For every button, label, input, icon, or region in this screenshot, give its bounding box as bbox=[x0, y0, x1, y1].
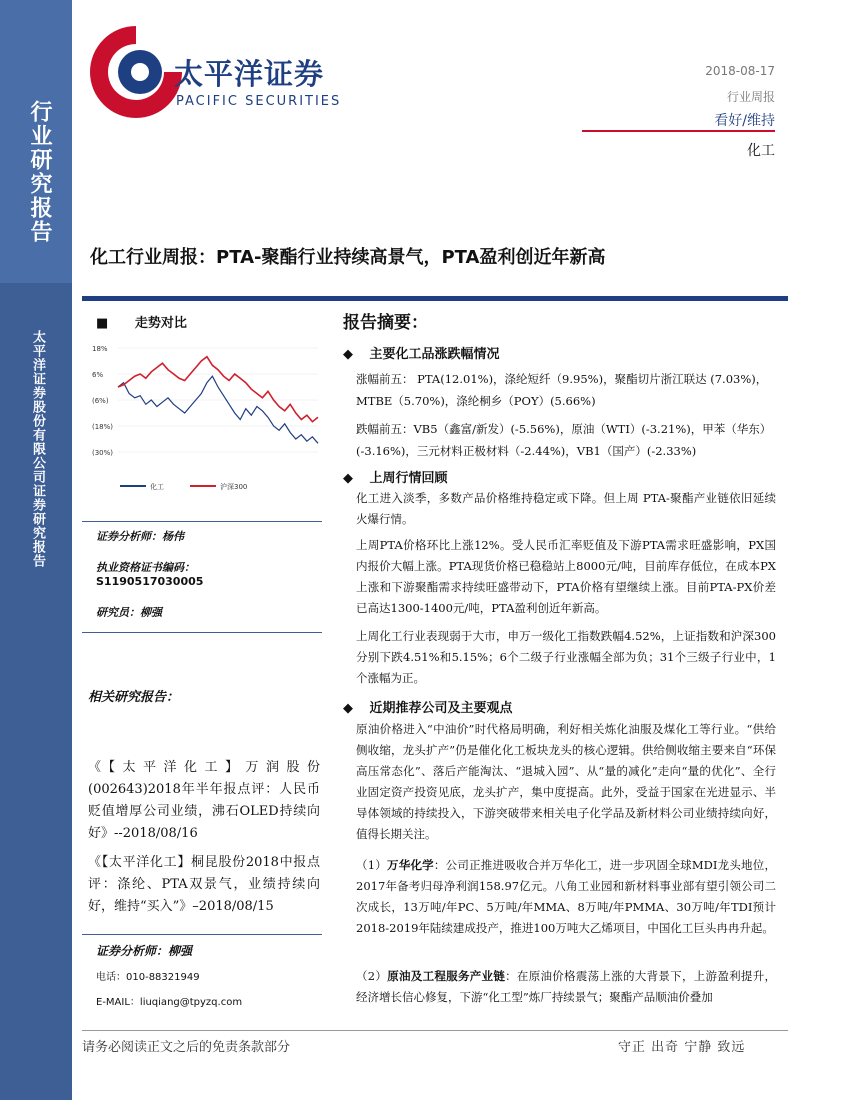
section-heading-2-text: 上周行情回顾 bbox=[369, 471, 448, 486]
item-company-2: 原油及工程服务产业链 bbox=[387, 969, 506, 983]
series-line-0 bbox=[118, 376, 318, 443]
item-number-2: （2） bbox=[356, 969, 388, 983]
paragraph-review-3: 上周化工行业表现弱于大市，申万一级化工指数跌幅4.52%，上证指数和沪深300分别下跌4.51%和5.15%；6个二级子行业涨幅全部为负；31个三级子行业中，1个涨幅为正。 bbox=[356, 629, 776, 685]
left-divider-2 bbox=[82, 632, 322, 633]
paragraph-gainers bbox=[356, 368, 776, 412]
sidebar-title: 行业研究报告 bbox=[27, 100, 52, 244]
diamond-icon: ◆ bbox=[343, 701, 353, 716]
cert-label: 执业资格证书编码： bbox=[96, 561, 195, 574]
paragraph-review-1: 化工进入淡季，多数产品价格维持稳定或下降。但上周 PTA-聚酯产业链依旧延续火爆行情。 bbox=[356, 491, 776, 526]
trend-heading bbox=[96, 312, 187, 331]
y-tick-label: 6% bbox=[92, 371, 104, 379]
report-type: 行业周报 bbox=[726, 90, 775, 104]
title-divider bbox=[82, 296, 788, 301]
related-heading: 相关研究报告： bbox=[88, 690, 180, 705]
legend-label-0: 化工 bbox=[150, 483, 164, 491]
bullet-icon: ■ bbox=[96, 316, 109, 331]
footer-disclaimer[interactable]: 请务必阅读正文之后的免责条款部分 bbox=[82, 1040, 291, 1055]
chart-y-ticks bbox=[92, 345, 318, 457]
y-tick-label: (30%) bbox=[92, 449, 114, 457]
email-text[interactable]: E-MAIL：liuqiang@tpyzq.com bbox=[96, 997, 243, 1008]
y-tick-label: (18%) bbox=[92, 423, 114, 431]
phone-text: 电话：010-88321949 bbox=[96, 972, 200, 983]
chart-legend bbox=[120, 482, 247, 491]
trend-chart bbox=[90, 340, 322, 500]
left-divider-3 bbox=[82, 934, 322, 935]
related-report-2[interactable]: 《【太平洋化工】桐昆股份2018中报点评：涤纶、PTA双景气，业绩持续向好，维持“买入”》–2018/08/15 bbox=[88, 855, 320, 914]
section-heading-2 bbox=[343, 467, 448, 486]
logo-en-text: PACIFIC SECURITIES bbox=[176, 94, 342, 109]
section-heading-1 bbox=[343, 343, 500, 362]
footer-motto: 守正 出奇 宁静 致远 bbox=[618, 1040, 746, 1055]
page-title: 化工行业周报：PTA-聚酯行业持续高景气，PTA盈利创近年新高 bbox=[90, 247, 606, 268]
paragraph-losers bbox=[356, 418, 776, 462]
series-line-1 bbox=[118, 357, 318, 422]
item-number-1: （1） bbox=[356, 858, 387, 872]
y-tick-label: (6%) bbox=[92, 397, 109, 405]
gainers-line-2: MTBE（5.70%)，涤纶桐乡（POY）(5.66%) bbox=[356, 394, 596, 408]
section-heading-3 bbox=[343, 697, 513, 716]
summary-title: 报告摘要： bbox=[343, 313, 428, 333]
item-text-2: ：在原油价格震荡上涨的大背景下，上游盈利提升，经济增长信心修复，下游“化工型”炼厂持续景气；聚酯产品顺油价叠加 bbox=[356, 969, 777, 1004]
section-heading-1-text: 主要化工品涨跌幅情况 bbox=[369, 347, 500, 362]
researcher-label: 研究员：柳强 bbox=[96, 606, 162, 619]
gainers-line-1: 涨幅前五： PTA(12.01%)，涤纶短纤（9.95%)，聚酯切片浙江联达 (7.03%)， bbox=[356, 372, 768, 386]
paragraph-view-1: 原油价格进入“中油价”时代格局明确，利好相关炼化油服及煤化工等行业。“供给侧收缩，龙头扩产”仍是催化化工板块龙头的核心逻辑。供给侧收缩主要来自“环保高压常态化”、落后产能淘汰、“退城入园”、从“量的减化”走向“量的优化”、全行业固定资产投资见底，龙头扩产，集中度提高。此外，受益于国家在光进显示、半导体领域的持续投入，下游突破带来相关电子化学品及新材料公司业绩持续向好，值得长期关注。 bbox=[356, 722, 776, 841]
item-text-1: ：公司正推进吸收合并万华化工，进一步巩固全球MDI龙头地位， 2017年备考归母净利润158.97亿元。八角工业园和新材料事业部有望引领公司二次成长，13万吨/年PC、5万吨/年MMA、8万吨/年PMMA、30万吨/年TDI预计2018-2019年陆续建成投产，推进100万吨大乙烯项目，中国化工巨头冉冉升起。 bbox=[356, 858, 776, 935]
legend-label-1: 沪深300 bbox=[220, 483, 248, 491]
diamond-icon: ◆ bbox=[343, 347, 353, 362]
analyst2-label: 证券分析师：柳强 bbox=[96, 944, 193, 958]
item-company-1: 万华化学 bbox=[387, 858, 434, 872]
logo-cn-text: 太平洋证券 bbox=[174, 57, 325, 91]
rating-divider bbox=[582, 130, 775, 132]
section-heading-3-text: 近期推荐公司及主要观点 bbox=[369, 701, 513, 716]
analyst-label: 证券分析师：杨伟 bbox=[96, 530, 184, 543]
diamond-icon: ◆ bbox=[343, 471, 353, 486]
losers-line-1: 跌幅前五：VB5（鑫富/新发）(-5.56%)，原油（WTI）(-3.21%)，甲苯（华东） bbox=[356, 422, 772, 436]
y-tick-label: 18% bbox=[92, 345, 108, 353]
left-divider-1 bbox=[82, 521, 322, 522]
report-industry: 化工 bbox=[747, 143, 775, 159]
report-rating: 看好/维持 bbox=[714, 113, 775, 129]
footer-divider bbox=[82, 1030, 788, 1031]
losers-line-2: (-3.16%)，三元材料正极材料（-2.44%)，VB1（国产）(-2.33%) bbox=[356, 444, 697, 458]
related-report-1[interactable]: 《【太平洋化工】万润股份(002643)2018年半年报点评：人民币贬值增厚公司业绩，沸石OLED持续向好》--2018/08/16 bbox=[88, 760, 320, 841]
trend-heading-text: 走势对比 bbox=[134, 316, 187, 331]
paragraph-review-2: 上周PTA价格环比上涨12%。受人民币汇率贬值及下游PTA需求旺盛影响，PX国内报价大幅上涨。PTA现货价格已稳稳站上8000元/吨，目前库存低位，在成本PX上涨和下游聚酯需求持续旺盛带动下，PTA价格有望继续上涨。目前PTA-PX价差已高达1300-1400元/吨，PTA盈利创近年新高。 bbox=[356, 538, 776, 615]
sidebar-company: 太平洋证券股份有限公司证券研究报告 bbox=[30, 330, 45, 568]
report-date: 2018-08-17 bbox=[705, 64, 775, 78]
paragraph-view-3 bbox=[356, 966, 776, 1008]
paragraph-view-2 bbox=[356, 855, 776, 939]
cert-number: S1190517030005 bbox=[96, 575, 204, 588]
